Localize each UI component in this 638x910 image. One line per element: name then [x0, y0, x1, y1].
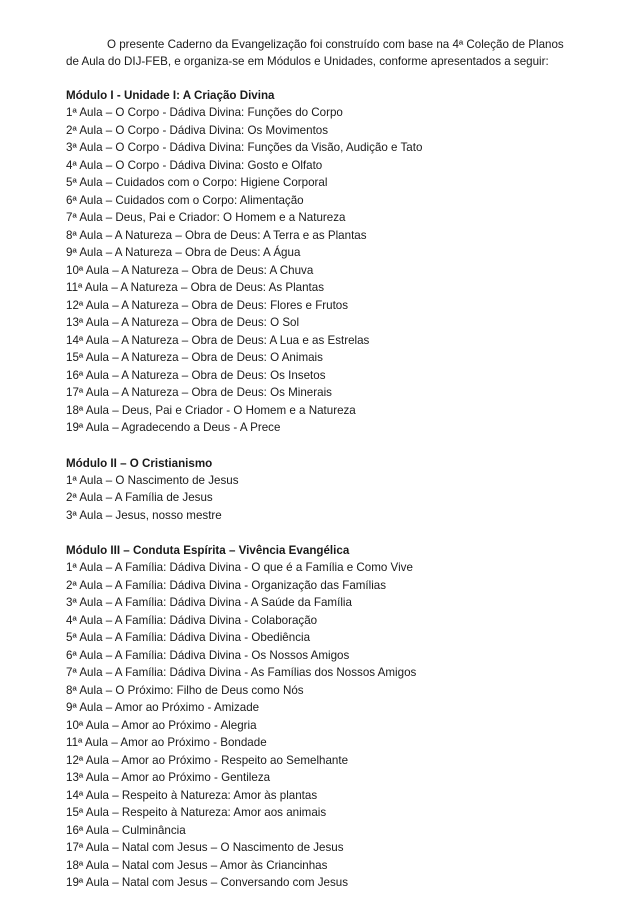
lesson-item: 16ª Aula – Culminância [66, 823, 186, 837]
lesson-item: 17ª Aula – Natal com Jesus – O Nascimento de Jesus [66, 841, 344, 854]
lesson-item: 12ª Aula – A Natureza – Obra de Deus: Flores e Frutos [66, 298, 349, 312]
lesson-item: 1ª Aula – O Corpo - Dádiva Divina: Funções do Corpo [66, 106, 343, 119]
lesson-item: 1ª Aula – A Família: Dádiva Divina - O que é a Família e Como Vive [66, 561, 413, 574]
lesson-item: 4ª Aula – A Família: Dádiva Divina - Colaboração [66, 613, 318, 627]
lesson-item: 13ª Aula – Amor ao Próximo - Gentileza [66, 771, 271, 784]
lesson-item: 9ª Aula – A Natureza – Obra de Deus: A Água [66, 246, 301, 259]
lesson-item: 13ª Aula – A Natureza – Obra de Deus: O Sol [66, 316, 300, 329]
lesson-item: 2ª Aula – A Família de Jesus [66, 491, 213, 504]
lesson-item: 16ª Aula – A Natureza – Obra de Deus: Os Insetos [66, 368, 326, 382]
lesson-item: 2ª Aula – O Corpo - Dádiva Divina: Os Movimentos [66, 123, 329, 137]
lesson-item: 14ª Aula – A Natureza – Obra de Deus: A Lua e as Estrelas [66, 333, 370, 347]
lesson-item: 1ª Aula – O Nascimento de Jesus [66, 473, 239, 487]
module-2 [66, 455, 576, 525]
lesson-list [66, 104, 576, 437]
lesson-item: 14ª Aula – Respeito à Natureza: Amor às plantas [66, 788, 318, 802]
lesson-item: 5ª Aula – A Família: Dádiva Divina - Obediência [66, 631, 311, 644]
lesson-item: 3ª Aula – O Corpo - Dádiva Divina: Funções da Visão, Audição e Tato [66, 141, 423, 154]
document-page [66, 36, 576, 910]
lesson-item: 15ª Aula – A Natureza – Obra de Deus: O Animais [66, 351, 323, 364]
lesson-item: 18ª Aula – Natal com Jesus – Amor às Criancinhas [66, 858, 328, 872]
lesson-item: 7ª Aula – A Família: Dádiva Divina - As Famílias dos Nossos Amigos [66, 666, 417, 679]
lesson-item: 9ª Aula – Amor ao Próximo - Amizade [66, 701, 260, 714]
lesson-item: 19ª Aula – Agradecendo a Deus - A Prece [66, 421, 281, 434]
lesson-item: 3ª Aula – Jesus, nosso mestre [66, 508, 222, 522]
module-1 [66, 87, 576, 437]
lesson-item: 3ª Aula – A Família: Dádiva Divina - A Saúde da Família [66, 596, 352, 609]
lesson-item: 11ª Aula – Amor ao Próximo - Bondade [66, 736, 267, 749]
lesson-item: 17ª Aula – A Natureza – Obra de Deus: Os Minerais [66, 386, 332, 399]
module-title: Módulo II – O Cristianismo [66, 456, 213, 470]
lesson-item: 4ª Aula – O Corpo - Dádiva Divina: Gosto e Olfato [66, 158, 323, 172]
lesson-list [66, 559, 576, 892]
lesson-list [66, 472, 576, 525]
lesson-item: 5ª Aula – Cuidados com o Corpo: Higiene Corporal [66, 176, 328, 189]
lesson-item: 2ª Aula – A Família: Dádiva Divina - Organização das Famílias [66, 578, 387, 592]
lesson-item: 8ª Aula – A Natureza – Obra de Deus: A Terra e as Plantas [66, 228, 367, 242]
module-title: Módulo I - Unidade I: A Criação Divina [66, 89, 275, 102]
module-title: Módulo III – Conduta Espírita – Vivência Evangélica [66, 544, 350, 557]
lesson-item: 11ª Aula – A Natureza – Obra de Deus: As Plantas [66, 281, 325, 294]
intro-paragraph: O presente Caderno da Evangelização foi construído com base na 4ª Coleção de Planos de Aula do DIJ-FEB, e organiza-se em Módulos e Unidades, conforme apresentados a seguir: [66, 38, 564, 68]
lesson-item: 10ª Aula – Amor ao Próximo - Alegria [66, 718, 257, 732]
lesson-item: 18ª Aula – Deus, Pai e Criador - O Homem e a Natureza [66, 403, 356, 417]
lesson-item: 7ª Aula – Deus, Pai e Criador: O Homem e a Natureza [66, 211, 346, 224]
lesson-item: 19ª Aula – Natal com Jesus – Conversando com Jesus [66, 876, 349, 889]
lesson-item: 8ª Aula – O Próximo: Filho de Deus como Nós [66, 683, 304, 697]
lesson-item: 10ª Aula – A Natureza – Obra de Deus: A Chuva [66, 263, 314, 277]
lesson-item: 12ª Aula – Amor ao Próximo - Respeito ao Semelhante [66, 753, 349, 767]
lesson-item: 6ª Aula – A Família: Dádiva Divina - Os Nossos Amigos [66, 648, 350, 662]
module-3 [66, 542, 576, 892]
lesson-item: 15ª Aula – Respeito à Natureza: Amor aos animais [66, 806, 327, 819]
lesson-item: 6ª Aula – Cuidados com o Corpo: Alimentação [66, 193, 304, 207]
